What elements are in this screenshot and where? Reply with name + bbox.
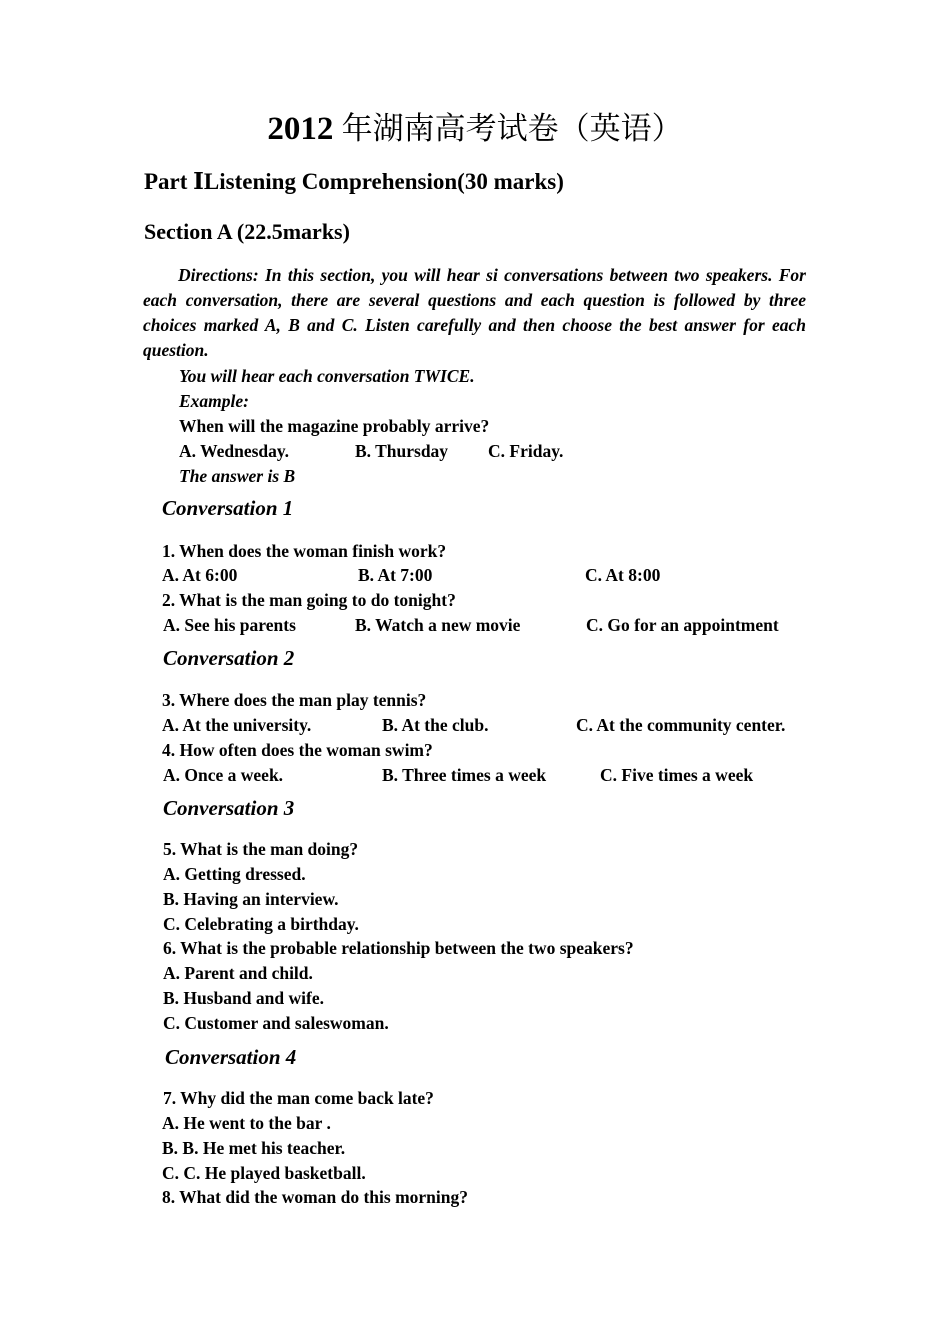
option-b: B. B. He met his teacher. [162, 1138, 346, 1158]
conversation-title: Conversation 3 [163, 796, 295, 820]
example-question: When will the magazine probably arrive? [179, 416, 490, 436]
example-answer: The answer is B [179, 466, 296, 486]
example-option-a: A. Wednesday. [179, 441, 290, 461]
question-stem: 3. Where does the man play tennis? [162, 690, 427, 710]
example-option-b: B. Thursday [355, 441, 449, 461]
option-c: C. C. He played basketball. [162, 1163, 366, 1183]
question-stem: 4. How often does the woman swim? [162, 740, 433, 760]
option-a: A. Once a week. [163, 765, 284, 785]
option-c: C. At 8:00 [585, 565, 661, 585]
option-c: C. Five times a week [600, 765, 754, 785]
question-stem: 2. What is the man going to do tonight? [162, 590, 456, 610]
option-b: B. At the club. [382, 715, 489, 735]
option-a: A. Getting dressed. [163, 864, 306, 884]
question-stem: 6. What is the probable relationship between the two speakers? [163, 938, 634, 958]
option-c: C. Go for an appointment [586, 615, 779, 635]
directions-paragraph: Directions: In this section, you will hear si conversations between two speakers. For each conversation, there are several questions and each question is followed by three choices marked A, B and C. Listen carefully and then choose the best answer for each question. [143, 265, 806, 360]
page-title [0, 103, 950, 148]
option-a: A. At the university. [162, 715, 312, 735]
option-b: B. Three times a week [382, 765, 547, 785]
option-a: A. Parent and child. [163, 963, 313, 983]
question-stem: 8. What did the woman do this morning? [162, 1187, 468, 1207]
option-b: B. At 7:00 [358, 565, 433, 585]
option-c: C. Celebrating a birthday. [163, 914, 359, 934]
option-b: B. Watch a new movie [355, 615, 521, 635]
question-stem: 5. What is the man doing? [163, 839, 359, 859]
example-option-c: C. Friday. [488, 441, 564, 461]
option-c: C. At the community center. [576, 715, 786, 735]
conversation-title: Conversation 4 [165, 1045, 297, 1069]
option-a: A. At 6:00 [162, 565, 238, 585]
directions-twice: You will hear each conversation TWICE. [179, 366, 475, 386]
option-a: A. He went to the bar . [162, 1113, 331, 1133]
question-stem: 7. Why did the man come back late? [163, 1088, 434, 1108]
option-b: B. Having an interview. [163, 889, 339, 909]
section-heading: Section A (22.5marks) [144, 219, 350, 244]
option-c: C. Customer and saleswoman. [163, 1013, 389, 1033]
conversation-title: Conversation 2 [163, 646, 295, 670]
conversation-title: Conversation 1 [162, 496, 294, 520]
option-b: B. Husband and wife. [163, 988, 324, 1008]
example-label: Example: [179, 391, 249, 411]
option-a: A. See his parents [163, 615, 296, 635]
question-stem: 1. When does the woman finish work? [162, 541, 447, 561]
part-heading: Part ⅠListening Comprehension(30 marks) [144, 169, 564, 194]
title-year: 2012 [267, 111, 334, 147]
title-chinese: 年湖南高考试卷（英语） [341, 111, 683, 147]
